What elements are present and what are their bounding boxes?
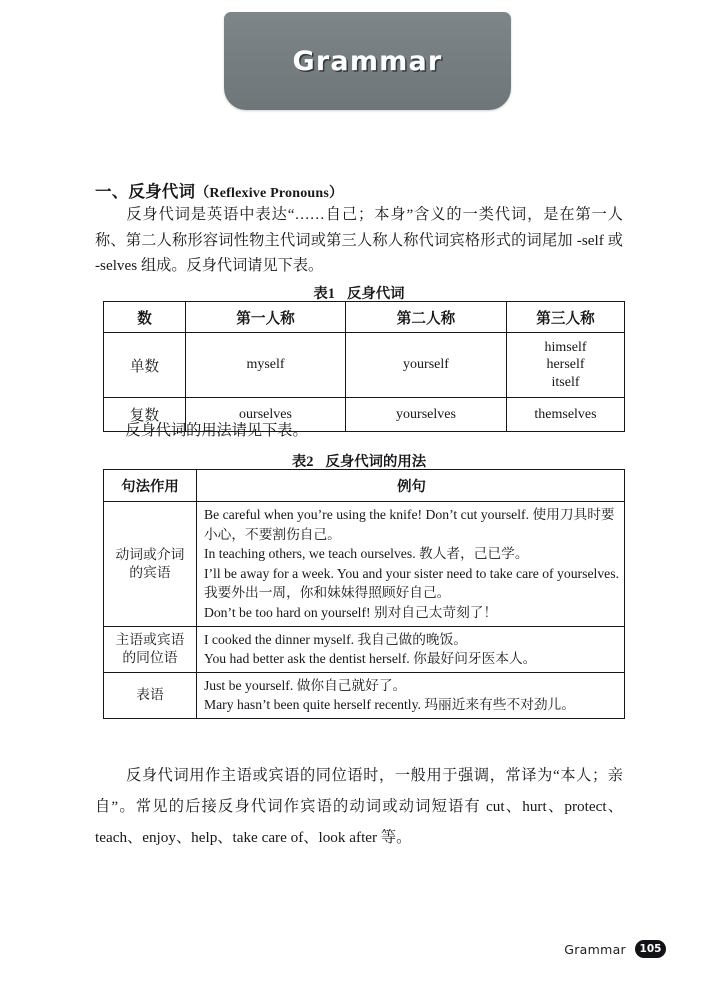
table1-header-second-person: 第二人称 — [346, 302, 507, 333]
table-row — [104, 333, 625, 398]
table1-plural-third: themselves — [507, 398, 625, 432]
table2-caption-number: 表2 — [291, 454, 314, 470]
closing-paragraph — [95, 760, 623, 853]
table1-singular-third-itself: itself — [551, 374, 580, 390]
section-heading-english: （Reflexive Pronouns） — [195, 186, 344, 201]
table1-singular-third — [507, 333, 625, 398]
table1-caption-number: 表1 — [313, 286, 335, 302]
example-line: I cooked the dinner myself. 我自己做的晚饭。 — [203, 631, 467, 647]
table2-examples-predicative — [196, 672, 624, 718]
grammar-header-banner — [224, 12, 511, 110]
intro-paragraph — [95, 202, 623, 279]
example-line: Just be yourself. 做你自己就好了。 — [203, 677, 407, 693]
table1-row-label-plural: 复数 — [104, 398, 186, 432]
table1-caption-title: 反身代词 — [347, 286, 405, 302]
table1-singular-second: yourself — [346, 333, 507, 398]
table2-role-appositive-line1: 主语或宾语 — [115, 632, 185, 648]
table2-role-object-line1: 动词或介词 — [115, 546, 185, 562]
page-footer — [564, 940, 666, 958]
table-row — [104, 672, 625, 718]
usage-lead-paragraph — [95, 418, 623, 444]
section-heading-chinese: 一、反身代词 — [95, 182, 196, 201]
example-line: Don’t be too hard on yourself! 别对自己太苛刻了！ — [203, 604, 498, 620]
table1-singular-third-herself: herself — [546, 357, 585, 373]
example-line: 小心，不要割伤自己。 — [203, 526, 341, 542]
table-row — [104, 626, 625, 672]
table-header-row — [104, 470, 625, 502]
usage-lead-text: 反身代词的用法请见下表。 — [125, 422, 308, 439]
footer-chapter-label: Grammar — [564, 941, 626, 957]
table1-header-third-person: 第三人称 — [507, 302, 625, 333]
table2-header-role: 句法作用 — [104, 470, 197, 502]
table2-examples-appositive — [196, 626, 624, 672]
table1-singular-third-himself: himself — [544, 339, 587, 355]
example-line: Be careful when you’re using the knife! Don’t cut yourself. 使用刀具时要 — [203, 507, 615, 522]
reflexive-usage-table — [103, 469, 625, 719]
table2-header-examples: 例句 — [196, 470, 624, 502]
table1-header-first-person: 第一人称 — [186, 302, 346, 333]
table2-role-predicative — [104, 672, 197, 718]
table1-header-number: 数 — [104, 302, 186, 333]
table2-role-appositive-line2: 的同位语 — [122, 650, 178, 666]
example-line: Mary hasn’t been quite herself recently. 玛丽近来有些不对劲儿。 — [203, 697, 575, 713]
example-line: In teaching others, we teach ourselves. 教人者，己已学。 — [203, 546, 529, 562]
table1-plural-second: yourselves — [346, 398, 507, 432]
table2-caption — [95, 450, 623, 471]
intro-paragraph-text: 反身代词是英语中表达“……自己；本身”含义的一类代词，是在第一人称、第二人称形容词性物主代词或第三人称人称代词宾格形式的词尾加 -self 或 -selves 组成。反身代词请见下表。 — [95, 206, 623, 274]
table2-role-object-line2: 的宾语 — [129, 564, 171, 580]
table2-role-object — [104, 502, 197, 627]
example-line: 我要外出一周，你和妹妹得照顾好自己。 — [203, 585, 451, 601]
banner-title: Grammar — [292, 45, 443, 77]
table-row — [104, 502, 625, 627]
table1-singular-first: myself — [186, 333, 346, 398]
table-header-row — [104, 302, 625, 333]
closing-paragraph-text: 反身代词用作主语或宾语的同位语时，一般用于强调，常译为“本人；亲自”。常见的后接反身代词作宾语的动词或动词短语有 cut、hurt、protect、teach、enjoy、help、take care of、look after 等。 — [95, 767, 623, 846]
table1-caption — [95, 282, 623, 303]
table2-role-appositive — [104, 626, 197, 672]
table1-row-label-singular: 单数 — [104, 333, 186, 398]
table2-role-predicative-line1: 表语 — [136, 687, 164, 703]
table2-caption-title: 反身代词的用法 — [325, 454, 427, 470]
example-line: I’ll be away for a week. You and your sister need to take care of yourselves. — [203, 565, 619, 581]
page-number-badge: 105 — [635, 940, 666, 958]
page-title — [95, 178, 343, 202]
table2-examples-object — [196, 502, 624, 627]
reflexive-pronouns-table — [103, 301, 625, 432]
table1-plural-first: ourselves — [186, 398, 346, 432]
example-line: You had better ask the dentist herself. 你最好问牙医本人。 — [203, 651, 537, 667]
